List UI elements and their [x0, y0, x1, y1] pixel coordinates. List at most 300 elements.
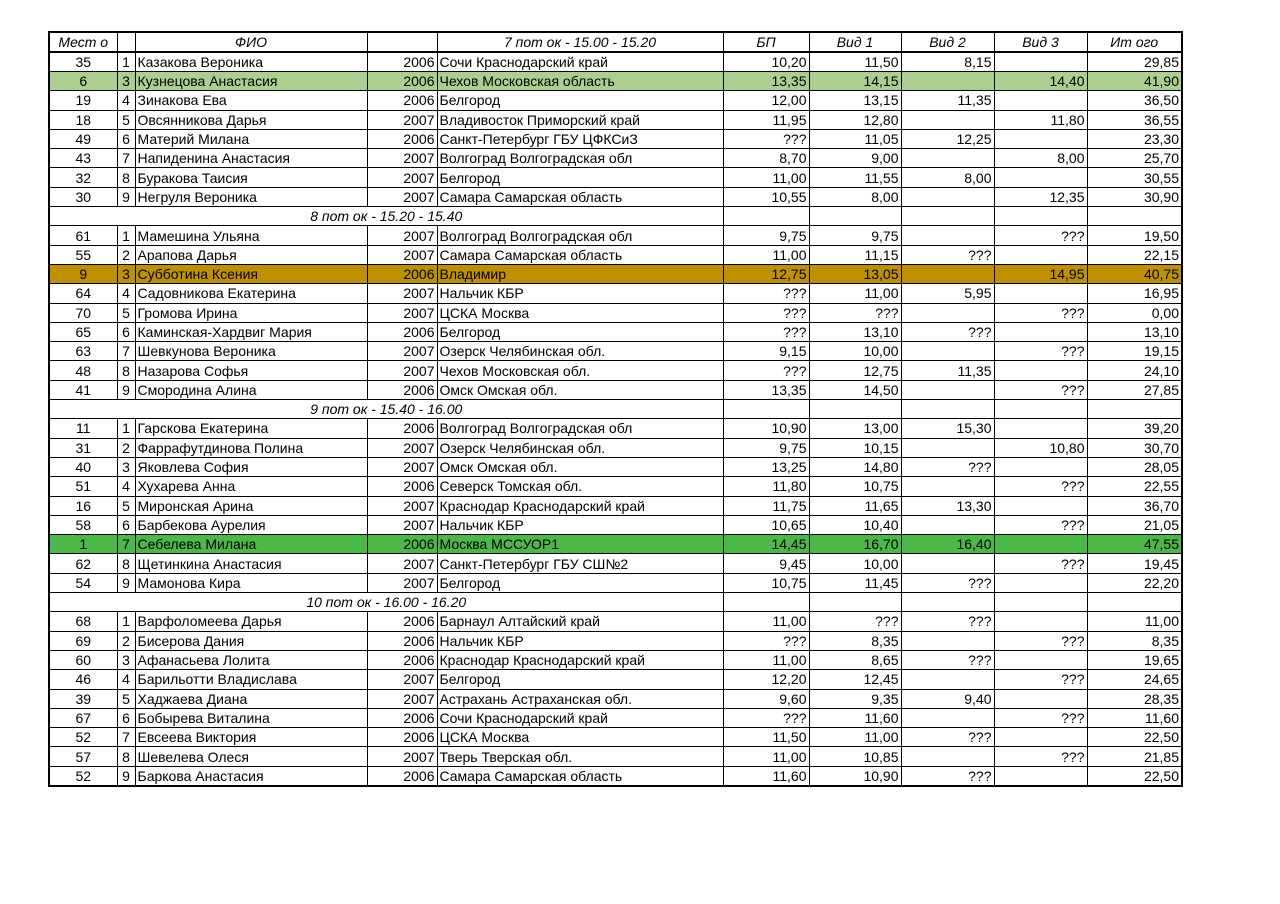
vid1-score-cell: 10,85 — [809, 747, 901, 766]
bp-score-cell: 10,65 — [723, 515, 809, 534]
bp-score-cell: 11,60 — [723, 766, 809, 786]
vid3-score-cell — [994, 457, 1087, 476]
vid1-score-cell: 9,00 — [809, 149, 901, 168]
vid1-score-cell: ??? — [809, 612, 901, 631]
vid1-score-cell: 8,00 — [809, 187, 901, 206]
city-cell: Владимир — [437, 264, 723, 283]
number-cell: 2 — [117, 245, 135, 264]
vid3-score-cell: ??? — [994, 226, 1087, 245]
number-cell: 6 — [117, 708, 135, 727]
vid2-score-cell — [901, 226, 994, 245]
bp-score-cell: 11,00 — [723, 245, 809, 264]
table-row — [49, 322, 1182, 341]
vid3-score-cell: ??? — [994, 303, 1087, 322]
year-cell: 2007 — [367, 245, 437, 264]
table-row — [49, 689, 1182, 708]
number-cell: 4 — [117, 284, 135, 303]
city-cell: Белгород — [437, 322, 723, 341]
bp-score-cell: 9,60 — [723, 689, 809, 708]
place-cell: 65 — [49, 322, 117, 341]
city-cell: Белгород — [437, 168, 723, 187]
year-cell: 2007 — [367, 226, 437, 245]
vid2-score-cell — [901, 72, 994, 91]
city-cell: Сочи Краснодарский край — [437, 708, 723, 727]
number-cell: 3 — [117, 650, 135, 669]
total-score-cell: 21,05 — [1087, 515, 1182, 534]
place-cell: 30 — [49, 187, 117, 206]
table-row — [49, 477, 1182, 496]
name-cell: Мамешина Ульяна — [135, 226, 367, 245]
year-cell: 2006 — [367, 52, 437, 72]
empty-cell — [994, 593, 1087, 612]
total-score-cell: 36,55 — [1087, 110, 1182, 129]
vid1-score-cell: ??? — [809, 303, 901, 322]
table-row — [49, 303, 1182, 322]
city-cell: ЦСКА Москва — [437, 728, 723, 747]
number-cell: 7 — [117, 149, 135, 168]
place-cell: 63 — [49, 342, 117, 361]
name-cell: Афанасьева Лолита — [135, 650, 367, 669]
city-cell: Нальчик КБР — [437, 515, 723, 534]
name-cell: Казакова Вероника — [135, 52, 367, 72]
vid1-score-cell: 16,70 — [809, 535, 901, 554]
place-cell: 64 — [49, 284, 117, 303]
vid2-score-cell: 11,35 — [901, 361, 994, 380]
vid2-score-cell: 15,30 — [901, 419, 994, 438]
vid2-score-cell — [901, 149, 994, 168]
vid1-score-cell: 12,80 — [809, 110, 901, 129]
table-row — [49, 187, 1182, 206]
bp-score-cell: 11,00 — [723, 168, 809, 187]
name-cell: Миронская Арина — [135, 496, 367, 515]
results-table — [48, 31, 1183, 787]
place-cell: 31 — [49, 438, 117, 457]
number-cell: 4 — [117, 477, 135, 496]
place-cell: 54 — [49, 573, 117, 592]
place-cell: 18 — [49, 110, 117, 129]
name-cell: Щетинкина Анастасия — [135, 554, 367, 573]
place-cell: 19 — [49, 91, 117, 110]
vid2-score-cell — [901, 477, 994, 496]
total-score-cell: 16,95 — [1087, 284, 1182, 303]
name-cell: Овсянникова Дарья — [135, 110, 367, 129]
year-cell: 2007 — [367, 515, 437, 534]
empty-cell — [1087, 593, 1182, 612]
bp-score-cell: ??? — [723, 361, 809, 380]
year-cell: 2006 — [367, 708, 437, 727]
year-cell: 2006 — [367, 728, 437, 747]
table-row — [49, 110, 1182, 129]
vid2-score-cell — [901, 631, 994, 650]
number-cell: 6 — [117, 129, 135, 148]
city-cell: Озерск Челябинская обл. — [437, 342, 723, 361]
total-score-cell: 11,60 — [1087, 708, 1182, 727]
place-cell: 57 — [49, 747, 117, 766]
empty-cell — [809, 400, 901, 419]
vid2-score-cell — [901, 110, 994, 129]
place-cell: 67 — [49, 708, 117, 727]
city-cell: Астрахань Астраханская обл. — [437, 689, 723, 708]
city-cell: Белгород — [437, 670, 723, 689]
place-cell: 62 — [49, 554, 117, 573]
total-score-cell: 11,00 — [1087, 612, 1182, 631]
vid1-score-cell: 9,35 — [809, 689, 901, 708]
table-row — [49, 342, 1182, 361]
city-cell: Москва МССУОР1 — [437, 535, 723, 554]
total-score-cell: 0,00 — [1087, 303, 1182, 322]
vid3-score-cell: ??? — [994, 708, 1087, 727]
name-cell: Шевкунова Вероника — [135, 342, 367, 361]
number-cell: 5 — [117, 110, 135, 129]
year-cell: 2006 — [367, 477, 437, 496]
vid2-score-cell: ??? — [901, 573, 994, 592]
total-score-cell: 19,50 — [1087, 226, 1182, 245]
vid1-score-cell: 10,15 — [809, 438, 901, 457]
number-cell: 7 — [117, 728, 135, 747]
bp-score-cell: ??? — [723, 303, 809, 322]
total-score-cell: 29,85 — [1087, 52, 1182, 72]
number-cell: 3 — [117, 457, 135, 476]
vid2-score-cell — [901, 515, 994, 534]
vid1-score-cell: 10,90 — [809, 766, 901, 786]
number-cell: 8 — [117, 361, 135, 380]
table-row — [49, 361, 1182, 380]
bp-score-cell: 13,35 — [723, 72, 809, 91]
empty-cell — [1087, 400, 1182, 419]
year-cell: 2007 — [367, 168, 437, 187]
vid2-score-cell — [901, 342, 994, 361]
vid3-score-cell: ??? — [994, 342, 1087, 361]
empty-cell — [994, 207, 1087, 226]
vid3-score-cell — [994, 245, 1087, 264]
total-score-cell: 23,30 — [1087, 129, 1182, 148]
total-score-cell: 30,70 — [1087, 438, 1182, 457]
year-cell: 2007 — [367, 149, 437, 168]
vid3-score-cell — [994, 168, 1087, 187]
total-score-cell: 36,50 — [1087, 91, 1182, 110]
place-cell: 70 — [49, 303, 117, 322]
vid1-score-cell: 11,50 — [809, 52, 901, 72]
city-cell: Самара Самарская область — [437, 245, 723, 264]
vid2-score-cell: 12,25 — [901, 129, 994, 148]
place-cell: 60 — [49, 650, 117, 669]
vid1-score-cell: 14,15 — [809, 72, 901, 91]
place-cell: 52 — [49, 766, 117, 786]
vid1-score-cell: 14,80 — [809, 457, 901, 476]
year-cell: 2006 — [367, 91, 437, 110]
year-cell: 2007 — [367, 554, 437, 573]
name-cell: Хаджаева Диана — [135, 689, 367, 708]
bp-score-cell: ??? — [723, 284, 809, 303]
vid2-score-cell: ??? — [901, 766, 994, 786]
name-cell: Гарскова Екатерина — [135, 419, 367, 438]
vid3-score-cell: ??? — [994, 670, 1087, 689]
year-cell: 2006 — [367, 322, 437, 341]
place-cell: 55 — [49, 245, 117, 264]
total-score-cell: 41,90 — [1087, 72, 1182, 91]
vid3-score-cell: 14,40 — [994, 72, 1087, 91]
total-score-cell: 36,70 — [1087, 496, 1182, 515]
vid1-score-cell: 11,15 — [809, 245, 901, 264]
bp-score-cell: ??? — [723, 129, 809, 148]
vid1-score-cell: 8,35 — [809, 631, 901, 650]
flight-label: 10 пот ок - 16.00 - 16.20 — [49, 593, 723, 612]
year-cell: 2006 — [367, 612, 437, 631]
total-score-cell: 22,50 — [1087, 728, 1182, 747]
bp-score-cell: 13,35 — [723, 380, 809, 399]
vid3-score-cell — [994, 535, 1087, 554]
table-row — [49, 766, 1182, 786]
total-score-cell: 27,85 — [1087, 380, 1182, 399]
city-cell: Волгоград Волгоградская обл — [437, 226, 723, 245]
total-score-cell: 39,20 — [1087, 419, 1182, 438]
empty-cell — [809, 593, 901, 612]
total-score-cell: 22,55 — [1087, 477, 1182, 496]
year-cell: 2007 — [367, 747, 437, 766]
number-cell: 2 — [117, 438, 135, 457]
vid3-score-cell: ??? — [994, 554, 1087, 573]
vid1-score-cell: 10,40 — [809, 515, 901, 534]
city-cell: Омск Омская обл. — [437, 380, 723, 399]
total-score-cell: 24,65 — [1087, 670, 1182, 689]
place-cell: 48 — [49, 361, 117, 380]
vid1-score-cell: 12,45 — [809, 670, 901, 689]
header-total: Ит ого — [1087, 32, 1182, 52]
vid2-score-cell: ??? — [901, 612, 994, 631]
vid2-score-cell: 8,00 — [901, 168, 994, 187]
vid3-score-cell — [994, 612, 1087, 631]
year-cell: 2007 — [367, 303, 437, 322]
vid1-score-cell: 11,05 — [809, 129, 901, 148]
place-cell: 1 — [49, 535, 117, 554]
empty-cell — [1087, 207, 1182, 226]
number-cell: 1 — [117, 226, 135, 245]
place-cell: 9 — [49, 264, 117, 283]
table-row — [49, 72, 1182, 91]
total-score-cell: 25,70 — [1087, 149, 1182, 168]
year-cell: 2007 — [367, 438, 437, 457]
number-cell: 7 — [117, 342, 135, 361]
vid1-score-cell: 8,65 — [809, 650, 901, 669]
table-row — [49, 535, 1182, 554]
place-cell: 52 — [49, 728, 117, 747]
city-cell: Нальчик КБР — [437, 284, 723, 303]
bp-score-cell: ??? — [723, 708, 809, 727]
bp-score-cell: 8,70 — [723, 149, 809, 168]
empty-cell — [723, 400, 809, 419]
bp-score-cell: 10,20 — [723, 52, 809, 72]
name-cell: Варфоломеева Дарья — [135, 612, 367, 631]
header-place: Мест о — [49, 32, 117, 52]
vid3-score-cell — [994, 766, 1087, 786]
vid3-score-cell — [994, 322, 1087, 341]
table-row — [49, 91, 1182, 110]
place-cell: 6 — [49, 72, 117, 91]
vid1-score-cell: 13,10 — [809, 322, 901, 341]
vid1-score-cell: 11,55 — [809, 168, 901, 187]
table-row — [49, 438, 1182, 457]
year-cell: 2006 — [367, 631, 437, 650]
vid2-score-cell: 5,95 — [901, 284, 994, 303]
year-cell: 2007 — [367, 110, 437, 129]
header-bp: БП — [723, 32, 809, 52]
total-score-cell: 28,35 — [1087, 689, 1182, 708]
year-cell: 2007 — [367, 284, 437, 303]
vid3-score-cell: ??? — [994, 631, 1087, 650]
table-row — [49, 631, 1182, 650]
total-score-cell: 22,15 — [1087, 245, 1182, 264]
vid1-score-cell: 11,00 — [809, 728, 901, 747]
table-row — [49, 168, 1182, 187]
place-cell: 41 — [49, 380, 117, 399]
vid3-score-cell — [994, 419, 1087, 438]
name-cell: Материй Милана — [135, 129, 367, 148]
city-cell: Краснодар Краснодарский край — [437, 496, 723, 515]
header-number — [117, 32, 135, 52]
city-cell: Самара Самарская область — [437, 187, 723, 206]
name-cell: Садовникова Екатерина — [135, 284, 367, 303]
name-cell: Каминская-Хардвиг Мария — [135, 322, 367, 341]
name-cell: Барбекова Аурелия — [135, 515, 367, 534]
vid1-score-cell: 14,50 — [809, 380, 901, 399]
flight-label: 9 пот ок - 15.40 - 16.00 — [49, 400, 723, 419]
number-cell: 9 — [117, 573, 135, 592]
empty-cell — [723, 593, 809, 612]
number-cell: 5 — [117, 496, 135, 515]
vid3-score-cell — [994, 689, 1087, 708]
table-row — [49, 129, 1182, 148]
total-score-cell: 21,85 — [1087, 747, 1182, 766]
bp-score-cell: 12,00 — [723, 91, 809, 110]
bp-score-cell: 14,45 — [723, 535, 809, 554]
header-row — [49, 32, 1182, 52]
city-cell: Чехов Московская обл. — [437, 361, 723, 380]
name-cell: Арапова Дарья — [135, 245, 367, 264]
header-vid1: Вид 1 — [809, 32, 901, 52]
city-cell: Волгоград Волгоградская обл — [437, 419, 723, 438]
number-cell: 9 — [117, 187, 135, 206]
year-cell: 2006 — [367, 72, 437, 91]
number-cell: 6 — [117, 322, 135, 341]
name-cell: Субботина Ксения — [135, 264, 367, 283]
total-score-cell: 8,35 — [1087, 631, 1182, 650]
bp-score-cell: 9,45 — [723, 554, 809, 573]
total-score-cell: 19,65 — [1087, 650, 1182, 669]
place-cell: 49 — [49, 129, 117, 148]
place-cell: 51 — [49, 477, 117, 496]
table-row — [49, 264, 1182, 283]
table-row — [49, 708, 1182, 727]
name-cell: Хухарева Анна — [135, 477, 367, 496]
vid1-score-cell: 10,00 — [809, 342, 901, 361]
vid2-score-cell — [901, 670, 994, 689]
place-cell: 32 — [49, 168, 117, 187]
vid3-score-cell — [994, 573, 1087, 592]
empty-cell — [901, 593, 994, 612]
city-cell: Нальчик КБР — [437, 631, 723, 650]
number-cell: 1 — [117, 419, 135, 438]
vid3-score-cell: ??? — [994, 515, 1087, 534]
number-cell: 1 — [117, 52, 135, 72]
vid2-score-cell: ??? — [901, 728, 994, 747]
vid2-score-cell: 9,40 — [901, 689, 994, 708]
year-cell: 2007 — [367, 457, 437, 476]
place-cell: 16 — [49, 496, 117, 515]
vid1-score-cell: 13,05 — [809, 264, 901, 283]
city-cell: Тверь Тверская обл. — [437, 747, 723, 766]
table-row — [49, 612, 1182, 631]
city-cell: Барнаул Алтайский край — [437, 612, 723, 631]
name-cell: Баркова Анастасия — [135, 766, 367, 786]
city-cell: Волгоград Волгоградская обл — [437, 149, 723, 168]
total-score-cell: 19,15 — [1087, 342, 1182, 361]
vid3-score-cell: ??? — [994, 747, 1087, 766]
number-cell: 3 — [117, 264, 135, 283]
city-cell: Чехов Московская область — [437, 72, 723, 91]
vid1-score-cell: 12,75 — [809, 361, 901, 380]
city-cell: Озерск Челябинская обл. — [437, 438, 723, 457]
total-score-cell: 22,50 — [1087, 766, 1182, 786]
vid3-score-cell — [994, 52, 1087, 72]
name-cell: Смородина Алина — [135, 380, 367, 399]
vid1-score-cell: 11,45 — [809, 573, 901, 592]
empty-cell — [994, 400, 1087, 419]
bp-score-cell: 11,00 — [723, 612, 809, 631]
bp-score-cell: 9,75 — [723, 438, 809, 457]
vid2-score-cell — [901, 747, 994, 766]
name-cell: Назарова Софья — [135, 361, 367, 380]
vid1-score-cell: 11,00 — [809, 284, 901, 303]
total-score-cell: 28,05 — [1087, 457, 1182, 476]
vid1-score-cell: 11,65 — [809, 496, 901, 515]
year-cell: 2007 — [367, 361, 437, 380]
flight-label-row — [49, 400, 1182, 419]
year-cell: 2006 — [367, 129, 437, 148]
city-cell: Санкт-Петербург ГБУ СШ№2 — [437, 554, 723, 573]
vid2-score-cell — [901, 708, 994, 727]
year-cell: 2006 — [367, 650, 437, 669]
vid1-score-cell: 13,00 — [809, 419, 901, 438]
bp-score-cell: 10,55 — [723, 187, 809, 206]
header-vid3: Вид 3 — [994, 32, 1087, 52]
city-cell: Владивосток Приморский край — [437, 110, 723, 129]
vid3-score-cell: 11,80 — [994, 110, 1087, 129]
name-cell: Напиденина Анастасия — [135, 149, 367, 168]
table-row — [49, 650, 1182, 669]
vid3-score-cell: 12,35 — [994, 187, 1087, 206]
header-year — [367, 32, 437, 52]
vid2-score-cell — [901, 380, 994, 399]
bp-score-cell: 10,90 — [723, 419, 809, 438]
name-cell: Мамонова Кира — [135, 573, 367, 592]
total-score-cell: 24,10 — [1087, 361, 1182, 380]
year-cell: 2006 — [367, 766, 437, 786]
table-row — [49, 419, 1182, 438]
city-cell: Сочи Краснодарский край — [437, 52, 723, 72]
vid3-score-cell: 14,95 — [994, 264, 1087, 283]
vid2-score-cell: 16,40 — [901, 535, 994, 554]
header-name: ФИО — [135, 32, 367, 52]
vid2-score-cell — [901, 264, 994, 283]
year-cell: 2007 — [367, 187, 437, 206]
city-cell: Белгород — [437, 91, 723, 110]
vid2-score-cell: 11,35 — [901, 91, 994, 110]
name-cell: Негруля Вероника — [135, 187, 367, 206]
city-cell: Северск Томская обл. — [437, 477, 723, 496]
name-cell: Шевелева Олеся — [135, 747, 367, 766]
table-row — [49, 515, 1182, 534]
table-row — [49, 573, 1182, 592]
